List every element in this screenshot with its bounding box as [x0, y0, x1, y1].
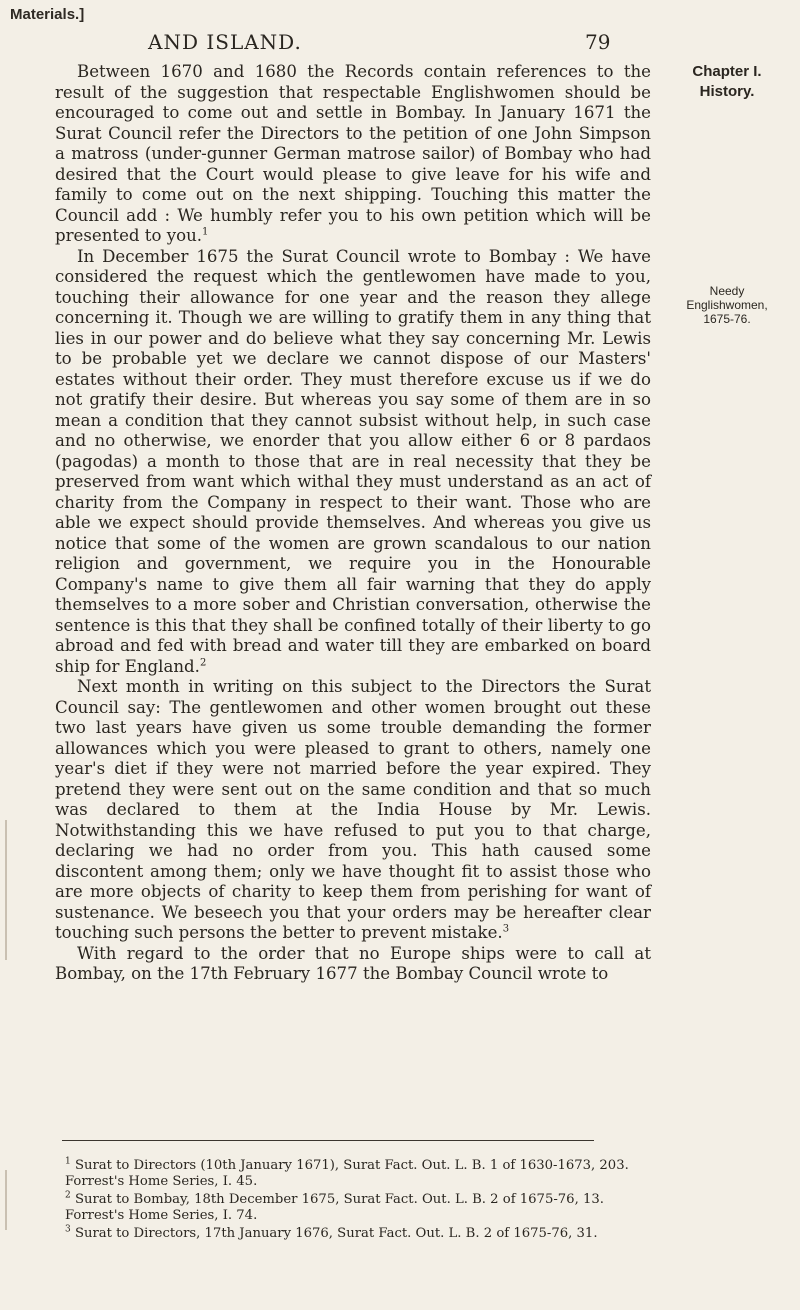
running-title: AND ISLAND. [148, 30, 302, 54]
paragraph: With regard to the order that no Europe ships were to call at Bombay, on the 17th February 1677 the Bombay Council wrote to [55, 943, 651, 983]
footnotes [65, 1158, 650, 1244]
footnote-ref: 1 [202, 226, 209, 238]
paragraph: Next month in writing on this subject to the Directors the Surat Council say: The gentlewomen and other women brought out these two last years have given us some trouble demanding the former allowances which you were pleased to grant to others, namely one year's diet if they were not married before the year expired. They pretend they were sent out on the same condition and that so much was declared to them at the India House by Mr. Lewis. Notwithstanding this we have refused to put you to that charge, declaring we had no order from you. This hath caused some discontent among them; only we have thought fit to assist those who are more objects of charity to keep them from perishing for want of sustenance. We beseech you that your orders may be hereafter clear touching such persons the better to prevent mistake.$^3$ [55, 677, 651, 942]
footnote: $^2$ Surat to Bombay, 18th December 1675, Surat Fact. Out. L. B. 2 of 1675-76, 13. Forrest's Home Series, I. 74. [65, 1190, 604, 1223]
side-note-chapter-label: Chapter I. [692, 63, 762, 80]
body-text [55, 62, 651, 985]
binding-edge-mark [5, 1170, 7, 1230]
footnote: $^1$ Surat to Directors (10th January 1671), Surat Fact. Out. L. B. 1 of 1630-1673, 203. Forrest's Home Series, I. 45. [65, 1156, 629, 1189]
side-note-history-label: History. [699, 83, 755, 100]
side-note-needy-englishwomen: Needy Englishwomen, 1675-76. [686, 284, 768, 326]
paragraph: Between 1670 and 1680 the Records contain references to the result of the suggestion that respectable Englishwomen should be encouraged to come out and settle in Bombay. In January 1671 the Surat Council refer the Directors to the petition of one John Simpson a matross (under-gunner German matrose sailor) of Bombay who had desired that the Court would please to give leave for his wife and family to come out on the next shipping. Touching this matter the Council add : We humbly refer you to his own petition which will be presented to you.$^1$ [55, 62, 651, 245]
running-head-left: Materials.] [10, 6, 85, 23]
binding-edge-mark [5, 820, 7, 960]
paragraph: In December 1675 the Surat Council wrote to Bombay : We have considered the request which the gentlewomen have made to you, touching their allowance for one year and the reason they allege concerning it. Though we are willing to gratify them in any thing that lies in our power and do believe what they say concerning Mr. Lewis to be probable yet we declare we cannot dispose of our Masters' estates without their order. They must therefore excuse us if we do not gratify their desire. But whereas you say some of them are in so mean a condition that they cannot subsist without help, in such case and no otherwise, we enorder that you allow either 6 or 8 pardaos (pagodas) a month to those that are in real necessity that they be preserved from want which withal they must understand as an act of charity from the Company in respect to their want. Those who are able we expect should provide themselves. And whereas you give us notice that some of the women are grown scandalous to our nation religion and government, we require you in the Honourable Company's name to give them all fair warning that they do apply themselves to a more sober and Christian conversation, otherwise the sentence is this that they shall be confined totally of their liberty to go abroad and fed with bread and water till they are embarked on board ship for England.$^2$ [55, 246, 651, 676]
side-note-chapter [657, 62, 797, 102]
footnote: $^3$ Surat to Directors, 17th January 1676, Surat Fact. Out. L. B. 2 of 1675-76, 31. [65, 1224, 598, 1241]
footnote-divider [62, 1140, 594, 1141]
footnote-ref: 3 [502, 923, 510, 935]
footnote-ref: 2 [199, 656, 207, 668]
page-number: 79 [585, 30, 611, 54]
